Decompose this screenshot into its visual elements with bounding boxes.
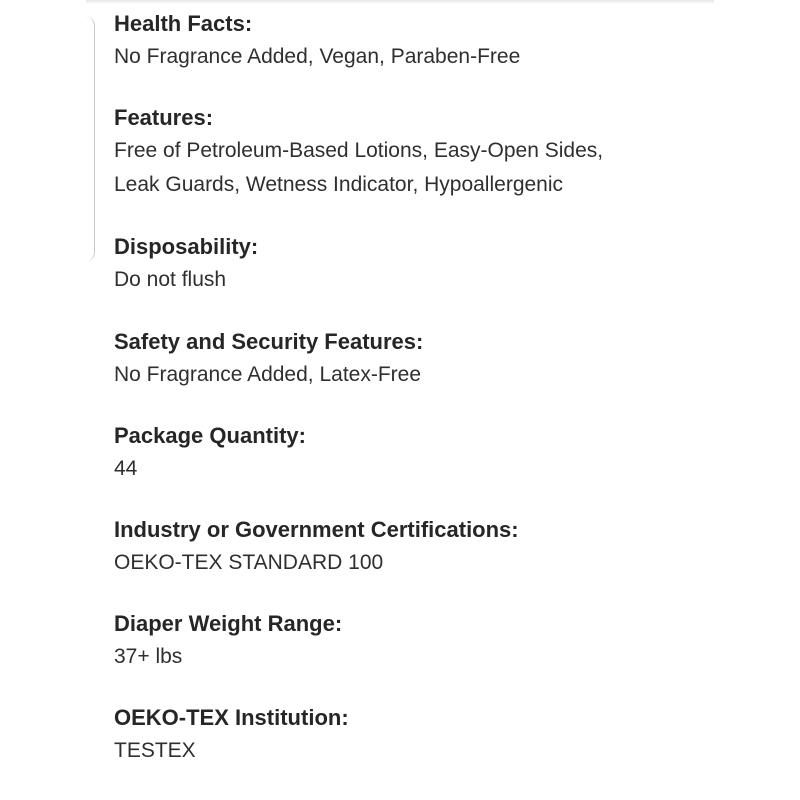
spec-certifications <box>114 514 519 580</box>
spec-disposability <box>114 231 258 297</box>
spec-package-quantity <box>114 420 306 486</box>
spec-value: Do not flush <box>114 268 227 291</box>
spec-value: TESTEX <box>114 739 196 762</box>
spec-label: Industry or Government Certifications: <box>114 517 519 542</box>
spec-value: Free of Petroleum-Based Lotions, Easy-Open Sides, Leak Guards, Wetness Indicator, Hypoallergenic <box>114 139 604 196</box>
spec-value: No Fragrance Added, Vegan, Paraben-Free <box>114 45 521 68</box>
spec-label: OEKO-TEX Institution: <box>114 705 349 730</box>
spec-health-facts <box>114 8 520 74</box>
spec-value: 44 <box>114 457 138 480</box>
spec-value: No Fragrance Added, Latex-Free <box>114 363 422 386</box>
header-shadow-divider <box>86 0 714 4</box>
spec-features <box>114 102 603 202</box>
scroll-container-edge <box>84 16 95 262</box>
spec-label: Features: <box>114 105 214 130</box>
spec-value: OEKO-TEX STANDARD 100 <box>114 551 384 574</box>
spec-value: 37+ lbs <box>114 645 183 668</box>
spec-diaper-weight-range <box>114 608 342 674</box>
spec-safety-security-features <box>114 326 423 392</box>
spec-label: Safety and Security Features: <box>114 329 424 354</box>
spec-label: Diaper Weight Range: <box>114 611 343 636</box>
spec-label: Package Quantity: <box>114 423 306 448</box>
spec-oeko-tex-institution <box>114 702 349 768</box>
spec-label: Health Facts: <box>114 11 253 36</box>
spec-label: Disposability: <box>114 234 259 259</box>
